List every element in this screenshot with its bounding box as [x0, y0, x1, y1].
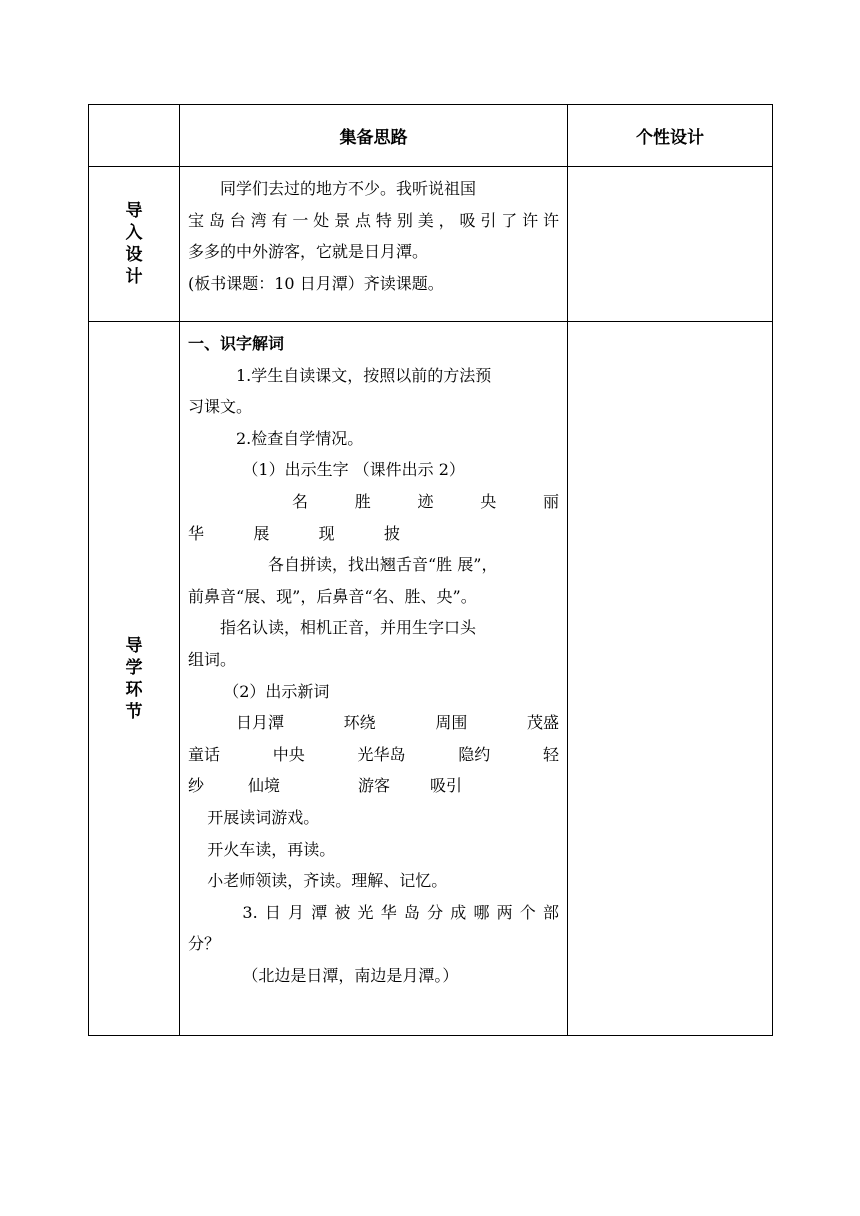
word-item: 光华岛: [357, 744, 406, 764]
word-item: 日月潭: [236, 713, 285, 733]
chars-row-1: [188, 486, 559, 518]
word-item: 纱: [188, 776, 205, 796]
char-item: 现: [318, 523, 335, 543]
char-item: 展: [253, 523, 270, 543]
step2-2-line: （2）出示新词: [223, 681, 330, 701]
word-item: 茂盛: [526, 713, 559, 733]
intro-line-1: 同学们去过的地方不少。我听说祖国: [220, 179, 477, 198]
intro-label-cell: [89, 167, 180, 322]
chars-row-2: [188, 518, 400, 550]
word-item: 游客: [358, 776, 391, 796]
header-personal-design: 个性设计: [568, 105, 773, 167]
step3-line-b: 分？: [188, 934, 221, 954]
read-line-b: 组词。: [188, 649, 237, 669]
pinyin-line-a: 各自拼读，找出翘舌音“胜 展”，: [268, 555, 498, 575]
intro-personal-cell: [568, 167, 773, 322]
word-item: 轻: [542, 744, 559, 764]
lead-line: 小老师领读，齐读。理解、记忆。: [207, 871, 448, 891]
word-item: 中央: [272, 744, 305, 764]
char-item: 胜: [354, 491, 371, 511]
step3-line-a: 3.日月潭被光华岛分成哪两个部: [242, 902, 559, 922]
word-item: 周围: [435, 713, 468, 733]
char-item: 迹: [417, 491, 434, 511]
step1-line-a: 1.学生自读课文，按照以前的方法预: [236, 365, 492, 385]
intro-line-2: 宝岛台湾有一处景点特别美，吸引了许许: [188, 210, 559, 230]
train-line: 开火车读，再读。: [207, 839, 336, 859]
char-item: 央: [480, 491, 497, 511]
words-row-2: [188, 739, 559, 771]
words-row-3: [188, 770, 559, 802]
word-item: 仙境: [248, 776, 281, 796]
intro-content-cell: [180, 167, 568, 322]
step2-1-line: （1）出示生字 （课件出示 2）: [242, 460, 465, 480]
word-item: 环绕: [343, 713, 376, 733]
pinyin-line-b: 前鼻音“展、现”，后鼻音“名、胜、央”。: [188, 586, 477, 606]
header-empty-cell: [89, 105, 180, 167]
guide-personal-cell: [568, 322, 773, 1036]
header-row: [89, 105, 773, 167]
char-item: 华: [188, 523, 205, 543]
char-item: 名: [292, 491, 309, 511]
intro-label: 导入设计: [125, 201, 143, 287]
char-item: 丽: [542, 491, 559, 511]
char-item: 披: [383, 523, 400, 543]
lesson-plan-table: [88, 104, 773, 1036]
words-row-1: [188, 707, 559, 739]
guide-heading: 一、识字解词: [188, 334, 285, 353]
word-item: 隐约: [458, 744, 491, 764]
word-item: 童话: [188, 744, 221, 764]
word-item: 吸引: [430, 776, 463, 796]
guide-label: 导学环节: [125, 635, 143, 722]
game-line: 开展读词游戏。: [207, 807, 320, 827]
intro-row: [89, 167, 773, 322]
intro-line-3: 多多的中外游客，它就是日月潭。: [188, 242, 429, 262]
intro-line-4: (板书课题：10 日月潭）齐读课题。: [188, 273, 444, 293]
step2-line: 2.检查自学情况。: [236, 428, 364, 448]
guide-label-cell: [89, 322, 180, 1036]
step1-line-b: 习课文。: [188, 397, 253, 417]
guide-content-cell: [180, 322, 568, 1036]
header-plan-idea: 集备思路: [180, 105, 568, 167]
read-line-a: 指名认读，相机正音，并用生字口头: [220, 618, 477, 638]
guide-row: [89, 322, 773, 1036]
answer-line: （北边是日潭，南边是月潭。）: [242, 965, 459, 985]
